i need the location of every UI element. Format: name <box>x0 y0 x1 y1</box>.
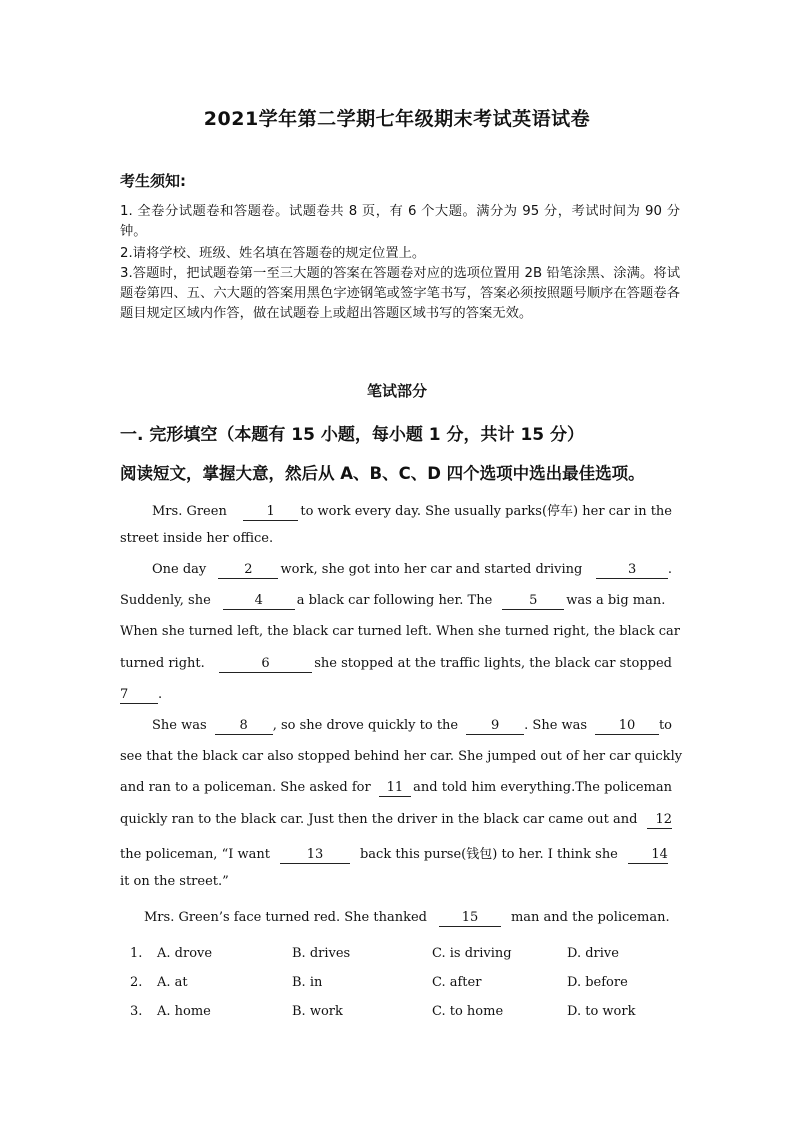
passage-line <box>120 656 672 676</box>
passage-text: was a big man. <box>566 593 666 608</box>
passage-text: turned right. <box>120 656 205 671</box>
passage-line <box>120 780 672 800</box>
notice-heading: 考生须知: <box>120 172 186 190</box>
passage-text: . <box>158 687 163 702</box>
option-c[interactable]: C. after <box>432 975 482 990</box>
passage-line <box>120 624 680 644</box>
passage-text: . She was <box>524 718 588 733</box>
option-row <box>130 1004 690 1024</box>
option-a[interactable]: A. drove <box>157 946 213 961</box>
passage-line <box>120 593 672 613</box>
passage-line <box>120 812 672 832</box>
passage-text: Suddenly, she <box>120 593 211 608</box>
option-row <box>130 975 690 995</box>
passage-text: a black car following her. The <box>296 593 493 608</box>
passage-text: man and the policeman. <box>510 910 670 925</box>
blank-6[interactable]: 6 <box>219 656 312 673</box>
passage-line <box>152 718 672 738</box>
notice-item-3: 3.答题时，把试题卷第一至三大题的答案在答题卷对应的选项位置用 2B 铅笔涂黑、涂满。将试题卷第四、五、六大题的答案用黑色字迹钢笔或签字笔书写，答案必须按照题号顺序在答题卷各题目规定区域内作答，做在试题卷上或超出答题区域书写的答案无效。 <box>120 266 680 321</box>
option-b[interactable]: B. in <box>292 975 323 990</box>
passage-text: and told him everything.The policeman <box>413 780 672 795</box>
question-number: 3. <box>130 1004 143 1019</box>
blank-7[interactable]: 7 <box>120 687 158 704</box>
passage-text: Mrs. Green’s face turned red. She thanked <box>144 910 427 925</box>
passage-text: She was <box>152 718 207 733</box>
passage-line <box>120 843 672 863</box>
passage-text: , so she drove quickly to the <box>272 718 459 733</box>
part1-heading: 一. 完形填空（本题有 15 小题，每小题 1 分，共计 15 分） <box>120 425 585 445</box>
option-a[interactable]: A. home <box>157 1004 211 1019</box>
passage-text: she stopped at the traffic lights, the black car stopped <box>314 656 672 671</box>
blank-13[interactable]: 13 <box>280 847 350 864</box>
passage-text: When she turned left, the black car turned left. When she turned right, the black car <box>120 624 680 639</box>
blank-11[interactable]: 11 <box>379 780 411 797</box>
notice-item-2: 2.请将学校、班级、姓名填在答题卷的规定位置上。 <box>120 246 426 261</box>
passage-line <box>120 749 683 769</box>
option-d[interactable]: D. to work <box>567 1004 636 1019</box>
blank-15[interactable]: 15 <box>439 910 501 927</box>
option-d[interactable]: D. drive <box>567 946 619 961</box>
blank-1[interactable]: 1 <box>243 504 299 521</box>
passage-text: and ran to a policeman. She asked for <box>120 780 371 795</box>
passage-line <box>120 531 672 551</box>
passage-text: the policeman, “I want <box>120 847 270 862</box>
passage-text: One day <box>152 562 207 577</box>
passage-text: to work every day. She usually parks(停车) her car in the <box>300 504 672 519</box>
question-number: 1. <box>130 946 143 961</box>
passage-line <box>152 562 672 582</box>
passage-text: work, she got into her car and started driving <box>280 562 583 577</box>
question-number: 2. <box>130 975 143 990</box>
passage-line <box>152 500 672 520</box>
option-c[interactable]: C. to home <box>432 1004 504 1019</box>
blank-10[interactable]: 10 <box>595 718 659 735</box>
option-b[interactable]: B. drives <box>292 946 351 961</box>
section-title: 笔试部分 <box>366 382 427 400</box>
blank-14[interactable]: 14 <box>628 847 668 864</box>
passage-text: street inside her office. <box>120 531 274 546</box>
passage-text: to <box>658 718 672 733</box>
passage-text: it on the street.” <box>120 874 229 889</box>
passage-text: quickly ran to the black car. Just then the driver in the black car came out and <box>120 812 638 827</box>
passage-line <box>120 874 672 894</box>
option-c[interactable]: C. is driving <box>432 946 512 961</box>
part1-instruction: 阅读短文，掌握大意，然后从 A、B、C、D 四个选项中选出最佳选项。 <box>120 464 645 483</box>
blank-5[interactable]: 5 <box>502 593 564 610</box>
exam-title: 2021学年第二学期七年级期末考试英语试卷 <box>203 108 591 130</box>
blank-4[interactable]: 4 <box>223 593 295 610</box>
passage-line <box>144 910 674 930</box>
passage-text: see that the black car also stopped behind her car. She jumped out of her car quickly <box>120 749 683 764</box>
option-a[interactable]: A. at <box>157 975 188 990</box>
passage-text: back this purse(钱包) to her. I think she <box>359 847 618 862</box>
option-d[interactable]: D. before <box>567 975 628 990</box>
option-b[interactable]: B. work <box>292 1004 343 1019</box>
blank-9[interactable]: 9 <box>466 718 524 735</box>
blank-8[interactable]: 8 <box>215 718 273 735</box>
blank-2[interactable]: 2 <box>218 562 278 579</box>
passage-line <box>120 687 672 707</box>
passage-text: . <box>667 562 672 577</box>
blank-3[interactable]: 3 <box>596 562 667 579</box>
passage-text: Mrs. Green <box>152 504 227 519</box>
option-row <box>130 946 690 966</box>
blank-12[interactable]: 12 <box>647 812 672 829</box>
notice-item-1: 1. 全卷分试题卷和答题卷。试题卷共 8 页，有 6 个大题。满分为 95 分，考试时间为 90 分钟。 <box>120 204 680 239</box>
